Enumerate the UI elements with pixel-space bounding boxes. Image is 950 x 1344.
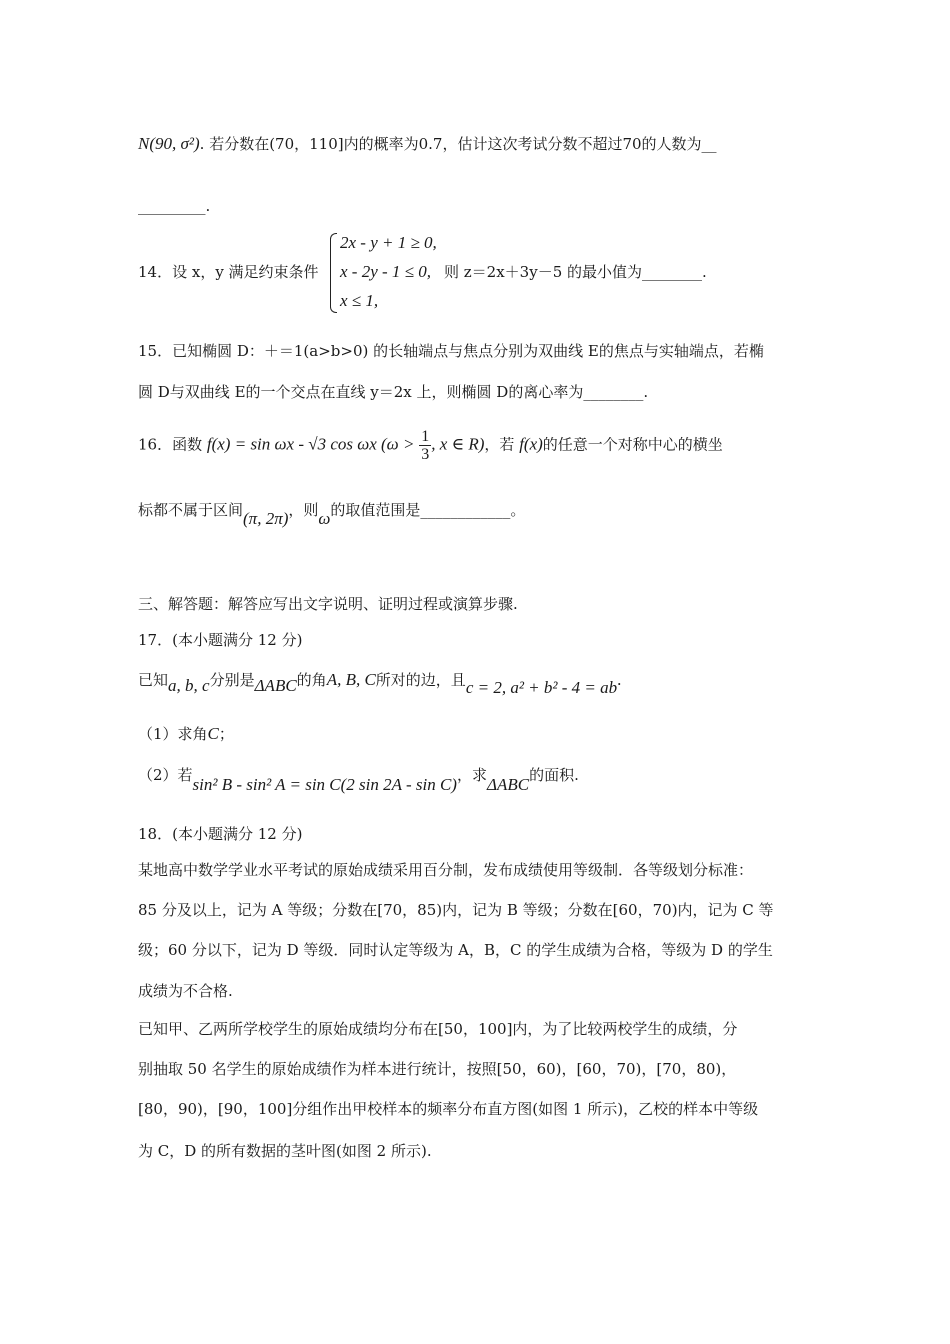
q16-line2-c: 的取值范围是____________。 bbox=[330, 501, 526, 519]
q14-lead: 14．设 x，y 满足约束条件 bbox=[138, 263, 319, 281]
q17-known: 已知a, b, c分别是ΔABC的角A, B, C所对的边，且c = 2, a² + b² - 4 = ab. bbox=[138, 670, 622, 697]
q17-known-a: 已知 bbox=[138, 671, 169, 689]
q17-part1-C: C bbox=[207, 724, 219, 743]
q17-part2-equation: sin² B - sin² A = sin C(2 sin 2A - sin C) bbox=[192, 775, 457, 794]
q17-part1 bbox=[138, 724, 234, 744]
q18-line2: 85 分及以上，记为 A 等级；分数在[70，85)内，记为 B 等级；分数在[60，70)内，记为 C 等 bbox=[138, 901, 774, 919]
q16-omega: ω bbox=[318, 509, 331, 528]
q14-brace bbox=[330, 233, 337, 313]
q16-frac-num: 1 bbox=[421, 428, 430, 445]
q16-line2-b: ，则 bbox=[288, 501, 319, 519]
q14-constraint-3: x ≤ 1, bbox=[340, 291, 379, 310]
q17-part2-triangle: ΔABC bbox=[486, 775, 530, 794]
q16-formula: f(x) = sin ωx - √3 cos ωx (ω > bbox=[206, 434, 415, 454]
q16-interval: (π, 2π) bbox=[243, 509, 289, 528]
q13-text: . 若分数在(70，110]内的概率为0.7，估计这次考试分数不超过70的人数为__ bbox=[199, 135, 717, 153]
q18-line5: 已知甲、乙两所学校学生的原始成绩均分布在[50，100]内，为了比较两校学生的成绩，分 bbox=[138, 1020, 738, 1038]
q15-line2: 圆 D与双曲线 E的一个交点在直线 y＝2x 上，则椭圆 D的离心率为________. bbox=[138, 383, 649, 401]
q17-condition: c = 2, a² + b² - 4 = ab bbox=[465, 678, 618, 697]
q16-line1 bbox=[138, 428, 723, 463]
q17-known-d: 所对的边，且 bbox=[375, 671, 466, 689]
q14-constraint-system bbox=[330, 233, 460, 313]
q16-mid: ，若 bbox=[484, 435, 515, 454]
q17-known-c: 的角 bbox=[296, 671, 327, 689]
q16-fraction bbox=[419, 428, 431, 463]
q18-heading: 18．(本小题满分 12 分) bbox=[138, 825, 303, 843]
q17-part2 bbox=[138, 765, 579, 794]
q16-lead: 16．函数 bbox=[138, 435, 203, 454]
q17-known-b: 分别是 bbox=[209, 671, 255, 689]
q18-line4: 成绩为不合格. bbox=[138, 982, 233, 1000]
q16-formula-tail: , x ∈ R) bbox=[431, 434, 485, 454]
q16-line2 bbox=[138, 500, 526, 528]
q17-sides: a, b, c bbox=[168, 676, 210, 695]
q17-part2-b: ，求 bbox=[456, 766, 487, 784]
q17-part1-b: ； bbox=[218, 725, 234, 743]
q16-frac-den: 3 bbox=[421, 446, 430, 463]
q18-line8: 为 C，D 的所有数据的茎叶图(如图 2 所示). bbox=[138, 1142, 432, 1160]
section-3-heading: 三、解答题：解答应写出文字说明、证明过程或演算步骤. bbox=[138, 595, 518, 613]
q18-line1: 某地高中数学学业水平考试的原始成绩采用百分制，发布成绩使用等级制．各等级划分标准： bbox=[138, 861, 754, 879]
q18-line6: 别抽取 50 名学生的原始成绩作为样本进行统计，按照[50，60)，[60，70)，[70，80)， bbox=[138, 1060, 737, 1078]
q18-line3: 级；60 分以下，记为 D 等级．同时认定等级为 A，B，C 的学生成绩为合格，等级为 D 的学生 bbox=[138, 941, 773, 959]
q14-tail: 则 z＝2x＋3y－5 的最小值为________. bbox=[444, 263, 707, 281]
q17-heading: 17．(本小题满分 12 分) bbox=[138, 631, 303, 649]
q13-blank-cont: _________. bbox=[138, 197, 211, 215]
q17-triangle: ΔABC bbox=[254, 676, 297, 695]
q18-line7: [80，90)，[90，100]分组作出甲校样本的频率分布直方图(如图 1 所示)，乙校的样本中等级 bbox=[138, 1100, 759, 1118]
q16-fx: f(x) bbox=[519, 434, 543, 454]
q17-part1-a: （1）求角 bbox=[138, 725, 208, 743]
q17-part2-c: 的面积. bbox=[529, 766, 579, 784]
q16-line2-a: 标都不属于区间 bbox=[138, 501, 244, 519]
q13-normal-dist: N(90, σ²) bbox=[138, 134, 200, 153]
q17-part2-a: （2）若 bbox=[138, 766, 193, 784]
q17-angles: A, B, C bbox=[326, 670, 376, 689]
q15-line1: 15．已知椭圆 D：＋＝1(a>b>0) 的长轴端点与焦点分别为双曲线 E的焦点与实轴端点，若椭 bbox=[138, 342, 764, 360]
q14-constraint-2: x - 2y - 1 ≤ 0, bbox=[340, 262, 431, 281]
q13-line1 bbox=[138, 134, 717, 154]
q16-tail: 的任意一个对称中心的横坐 bbox=[542, 435, 723, 454]
q14-constraint-1: 2x - y + 1 ≥ 0, bbox=[340, 233, 437, 252]
